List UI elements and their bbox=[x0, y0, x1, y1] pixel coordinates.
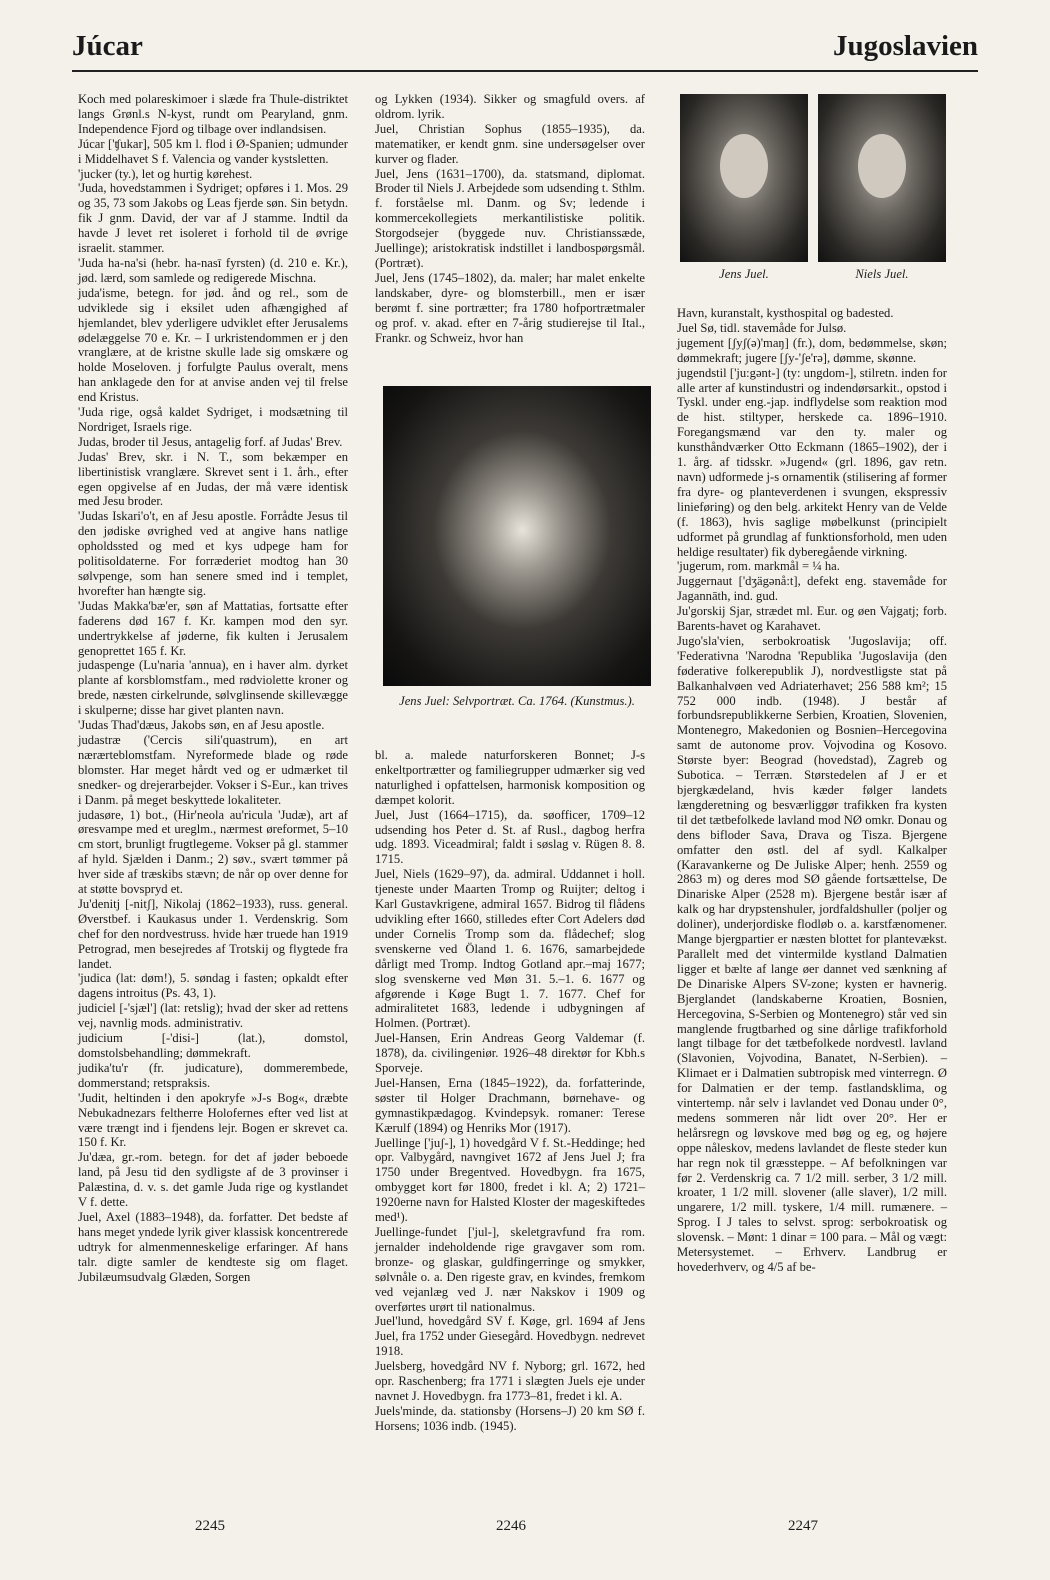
niels-juel-portrait bbox=[818, 94, 946, 262]
column-3 bbox=[677, 306, 947, 1275]
entry: Juel, Niels (1629–97), da. admiral. Uddannet i holl. tjeneste under Maarten Tromp og Ruijter; deltog i Karl Gustavkrigene, admiral 1657. Bidrog til flådens udvikling efter 1660, stilledes efter Cort Adelers død under Cornelis Tromp som da. flådechef; slog svenskerne ved Öland 1. 6. 1676, samarbejdede dårligt med Tromp. Indtog Gotland apr.–maj 1677; slog svenskerne ved Møn 31. 5.–1. 6. 1677 og afgørende i Køge Bugt 1. 7. 1677. Chef for admiralitetet 1683, ledende i udbygningen af Holmen. (Portræt). bbox=[375, 867, 645, 1031]
entry: Juel-Hansen, Erna (1845–1922), da. forfatterinde, søster til Holger Drachmann, børnehave- og gymnastikpædagog. Kvindepsyk. romaner: Terese Kærulf (1894) og Henriks Mor (1917). bbox=[375, 1075, 645, 1135]
entry: Ju'gorskij Sjar, strædet ml. Eur. og øen Vajgatj; forb. Barents-havet og Karahavet. bbox=[677, 604, 947, 634]
portrait-face bbox=[720, 134, 768, 198]
entry: 'Juda, hovedstammen i Sydriget; opføres i 1. Mos. 29 og 35, 73 som Jakobs og Leas fjerde søn. Sin betydn. fik J gnm. David, der var af J stamme. Indtil da havde J levet ret isoleret i forhold til de øvrige israelit. stammer. bbox=[78, 181, 348, 256]
entry: og Lykken (1934). Sikker og smagfuld overs. af oldrom. lyrik. bbox=[375, 92, 645, 121]
page-number: 2247 bbox=[788, 1518, 818, 1534]
self-portrait-image bbox=[383, 386, 651, 686]
column-2-bottom bbox=[375, 748, 645, 1434]
entry: bl. a. malede naturforskeren Bonnet; J-s enkeltportrætter og familiegrupper udmærker sig ved naturlighed i opfattelsen, harmonisk komposition og dæmpet kolorit. bbox=[375, 748, 645, 807]
entry: Juel, Christian Sophus (1855–1935), da. matematiker, er kendt gnm. sine undersøgelser over kurver og flader. bbox=[375, 121, 645, 166]
portrait-face bbox=[858, 134, 906, 198]
column-1 bbox=[78, 92, 348, 1285]
page-number: 2245 bbox=[195, 1518, 225, 1534]
entry: Juellinge-fundet ['jul-], skeletgravfund fra rom. jernalder indeholdende rige gravgaver som rom. bronze- og glaskar, guldfingerringe og smykker, sølvnåle o. a. Den rigeste grav, en kvindes, fremkom ved vejanlæg ved J. nær Nakskov i 1909 og overførtes urørt til nationalmus. bbox=[375, 1225, 645, 1314]
self-portrait-caption: Jens Juel: Selvportræt. Ca. 1764. (Kunstmus.). bbox=[399, 694, 635, 708]
right-running-head: Jugoslavien bbox=[832, 30, 978, 62]
entry: Juels'minde, da. stationsby (Horsens–J) 20 km SØ f. Horsens; 1036 indb. (1945). bbox=[375, 1403, 645, 1433]
page-number: 2246 bbox=[496, 1518, 526, 1534]
entry: Koch med polareskimoer i slæde fra Thule-distriktet langs Grønl.s N-kyst, rundt om Pearyland, gnm. Independence Fjord og tilbage over indlandsisen. bbox=[78, 92, 348, 136]
entry: jugement [ʃyʃ(ə)'maŋ] (fr.), dom, bedømmelse, skøn; dømmekraft; jugere [ʃy-'ʃe'rə], dømme, skønne. bbox=[677, 335, 947, 365]
entry: 'jugerum, rom. markmål = ¼ ha. bbox=[677, 559, 840, 574]
jens-juel-caption: Jens Juel. bbox=[719, 267, 769, 281]
entry: Juellinge ['juʃ-], 1) hovedgård V f. St.-Heddinge; hed opr. Valbygård, navngivet 1672 af Jens Juel J; fra 1750 under Bregentved. Hovedbygn. fra 1675, ombygget kort før 1800, fredet i kl. A; 2) 1721–1920erne navn for Halsted Kloster der mageskiftedes med¹). bbox=[375, 1135, 645, 1225]
entry: juda'isme, betegn. for jød. ånd og rel., som de udviklede sig i eksilet uden afhængighed af hjemlandet, blev yderligere udviklet efter Jerusalems ødelæggelse 70 e. Kr. – I urkristendommen er j den vranglære, at de kristne skulle lade sig omskære og holde Moseloven. j forfulgte Paulus overalt, mens han anklagede den for at anvise anden vej til frelse end Kristus. bbox=[78, 285, 348, 405]
entry: 'Judas Thad'dæus, Jakobs søn, en af Jesu apostle. bbox=[78, 718, 325, 733]
entry: judaspenge (Lu'naria 'annua), en i haver alm. dyrket plante af korsblomstfam., med rødviolette kroner og brede, næsten cirkelrunde, sølvglinsende skillevægge i skulperne; disse har givet planten navn. bbox=[78, 658, 348, 718]
entry: 'jucker (ty.), let og hurtig kørehest. bbox=[78, 166, 253, 181]
entry: Juel, Jens (1631–1700), da. statsmand, diplomat. Broder til Niels J. Arbejdede som udsending t. Sthlm. f. forståelse ml. Danm. og Sv; ledende i kommercekollegiets merkantilistiske politik. Storgodsejer (byggede nuv. Christianssæde, Juellinge); aristokratisk indstillet i landbospørgsmål. (Portræt). bbox=[375, 166, 645, 270]
entry: Ju'dæa, gr.-rom. betegn. for det af jøder beboede land, på Jesu tid den sydligste af de 3 provinser i Palæstina, d. v. s. det gamle Juda rige og kystlandet V f. dette. bbox=[78, 1150, 348, 1210]
entry: Juel-Hansen, Erin Andreas Georg Valdemar (f. 1878), da. civilingeniør. 1926–48 direktør for Kbh.s Sporveje. bbox=[375, 1031, 645, 1076]
entry: 'Judas Makka'bæ'er, søn af Mattatias, fortsatte efter faderens død 167 f. Kr. kampen mod den syr. undertrykkelse af jøderne, fik kulten i Jerusalem genoprettet 165 f. Kr. bbox=[78, 598, 348, 658]
entry: Juel, Axel (1883–1948), da. forfatter. Det bedste af hans meget yndede lyrik giver klassisk koncentrerede udtryk for almenmenneskelige erfaringer. Af hans talr. digte samler de kendteste sig om flaget. Jubilæumsudvalg Glæden, Sorgen bbox=[78, 1209, 348, 1284]
entry: Juggernaut ['dʒägənå:t], defekt eng. stavemåde for Jagannāth, ind. gud. bbox=[677, 574, 947, 604]
entry: Judas' Brev, skr. i N. T., som bekæmper en libertinistisk vranglære. Skrevet sent i 1. årh., efter egen opgivelse af en Judas, der må være identisk med Jesu broder. bbox=[78, 449, 348, 509]
entry: jugendstil ['ju:gənt-] (ty: ungdom-], stilretn. inden for alle arter af kunstindustri og indendørsarkit., opstod i Tyskl. under eng.-jap. indflydelse som reaktion mod de hist. stiltyper, herskede ca. 1896–1910. Foregangsmænd var den ty. maler og kunsthåndværker Otto Eckmann (1865–1902), der i 1. årg. af tidsskr. »Jugend« (grl. 1896, gav retn. navn) udformede j-s ornamentik (stilisering af former fra dyre- og planteverdenen i svungen, ekspressiv linieføring) og den belg. arkitekt Henry van de Velde (f. 1863), hvis saglige møbelkunst (principielt udformet på grundlag af funktionsforhold, men uden heldige resultater) fik dyberegående virkning. bbox=[677, 365, 947, 559]
entry: 'Juda ha-na'si (hebr. ha-nasī fyrsten) (d. 210 e. Kr.), jød. lærd, som samlede og redigerede Mischna. bbox=[78, 255, 348, 285]
entry: Juel Sø, tidl. stavemåde for Julsø. bbox=[677, 320, 847, 335]
entry: Havn, kuranstalt, kysthospital og badested. bbox=[677, 306, 894, 320]
column-2-top bbox=[375, 92, 645, 345]
entry: Jugo'sla'vien, serbokroatisk 'Jugoslavija; off. 'Federativna 'Narodna 'Republika 'Jugoslavija (den føderative folkerepublik J), nordvestligste stat på Balkanhalvøen ved Adriaterhavet; 256 588 km²; 15 752 000 indb. (1948). J består af forbundsrepublikkerne Serbien, Kroatien, Slovenien, Montenegro, Makedonien og Bosnien–Hercegovina samt de autonome prov. Vojvodina og Kosovo. Største byer: Beograd (hovedstad), Zagreb og Subotica. – Terræn. Størstedelen af J er et bjergkædeland, hvis kæder følger landets længderetning og besværliggør trafikken fra kysten til det tætbefolkede lavland mod NØ omkr. Donau og dens bifloder Sava, Drava og Tisza. Bjergene omfatter den østl. del af sydl. Kalkalper (Karavankerne og De Juliske Alper; henh. 2559 og 2863 m) og deres mod SØ gående fortsættelse, De Dinariske Alper (2528 m). Bjergene består især af kalk og har drypstenshuler, jordfaldshuller (poljer og doliner), underjordiske flodløb o. a. karstfænomener. Mange bjergpartier er næsten blottet for plantevækst. Parallelt med det vintermilde kystland Dalmatien ligger et bælte af lange øer dannet ved sænkning af De Dinariske Alpers SV-zone; kysten er havnerig. Bjerglandet (landskaberne Kroatien, Bosnien, Hercegovina, S-Serbien og Montenegro) står ved sin manglende frugtbarhed og sine dårlige trafikforhold langt tilbage for det tætbefolkede nordvestl. lavland (Slavonien, Vojvodina, Banatet, N-Serbien). – Klimaet er i Dalmatien subtropisk med vinterregn. Ø for Dalmatien er der temp. fastlandsklima, og vintertemp. når selv i lavlandet ved Donau under 0°, medens sommeren når lidt over 20°. Her er helårsregn og løvskove med bøg og eg, og højere oppe nåleskov, medens lavlandet de fleste steder kun har regn nok til græssteppe. – Af befolkningen var før 2. Verdenskrig ca. 7 1/2 mill. serber, 3 1/2 mill. kroater, 1 1/2 mill. slovener (alle slaver), 1/2 mill. ungarere, 1/2 mill. tyskere, 1/4 mill. rumænere. – Sprog. I J tales to selvst. sprog: serbokroatisk og slovensk. – Mønt: 1 dinar = 100 para. – Mål og vægt: Metersystemet. – Erhverv. Landbrug er hovederhverv, og 4/5 af be- bbox=[677, 633, 947, 1274]
entry: judastræ ('Cercis sili'quastrum), en art nærærteblomstfam. Nyreformede blade og røde blomster. Har meget hårdt ved og er udmærket til snedker- og drejerarbejder. Vokser i S-Eur., kan trives i Danm. på meget beskyttede lokaliteter. bbox=[78, 732, 348, 807]
entry: Juel, Just (1664–1715), da. søofficer, 1709–12 udsending hos Peter d. St. af Rusl., dagbog herfra udg. 1893. Viceadmiral; faldt i søslag v. Rügen 8. 8. 1715. bbox=[375, 807, 645, 867]
entry: Ju'denitj [-nitʃ], Nikolaj (1862–1933), russ. general. Øverstbef. i Kaukasus under 1. Verdenskrig. Som chef for den nordvestruss. hvide hær truede han 1919 Petrograd, men besejredes af Trotskij og flygtede fra landet. bbox=[78, 896, 348, 971]
left-running-head: Júcar bbox=[72, 30, 143, 62]
entry: 'judica (lat: døm!), 5. søndag i fasten; opkaldt efter dagens introitus (Ps. 43, 1). bbox=[78, 971, 348, 1001]
page-header bbox=[72, 26, 978, 72]
entry: judasøre, 1) bot., (Hir'neola au'ricula 'Judæ), art af øresvampe med et ureglm., nærmest øreformet, 5–10 cm stort, brunligt frugtlegeme. Vokser på gl. stammer af hyld. Sjælden i Danm.; 2) søv., svært tømmer på hver side af træskibs stævn; de når op over denne for at støtte bovspryd et. bbox=[78, 807, 348, 897]
entry: Juel, Jens (1745–1802), da. maler; har malet enkelte landskaber, dyre- og blomsterbill., men er især berømt f. sine portrætter; fra 1780 hofportrætmaler og prof. v. akad. efter en 7-årig studierejse til Ital., Frankr. og Schweiz, hvor han bbox=[375, 270, 645, 345]
entry: Judas, broder til Jesus, antagelig forf. af Judas' Brev. bbox=[78, 434, 343, 449]
niels-juel-caption: Niels Juel. bbox=[855, 267, 909, 281]
entry: 'Judas Iskari'o't, en af Jesu apostle. Forrådte Jesus til den jødiske øvrighed ved at angive hans natlige opholdssted og med et kys udpege ham for politisoldaterne. For forræderiet modtog han 30 sølvpenge, som han senere smed ind i templet, hvorefter han hængte sig. bbox=[78, 509, 348, 598]
entry: judika'tu'r (fr. judicature), dommerembede, dommerstand; retspraksis. bbox=[78, 1060, 348, 1090]
entry: 'Juda rige, også kaldet Sydriget, i modsætning til Nordriget, Israels rige. bbox=[78, 405, 348, 434]
entry: judiciel [-'sjæl'] (lat: retslig); hvad der sker ad rettens vej, navnlig mods. administrativ. bbox=[78, 1001, 348, 1031]
jens-juel-portrait bbox=[680, 94, 808, 262]
entry: Juelsberg, hovedgård NV f. Nyborg; grl. 1672, hed opr. Raschenberg; fra 1771 i slægten Juels eje under navnet J. Hovedbygn. fra 1773–81, fredet i kl. A. bbox=[375, 1359, 645, 1403]
entry: Júcar ['ʧukar], 505 km l. flod i Ø-Spanien; udmunder i Middelhavet S f. Valencia og vander kystsletten. bbox=[78, 136, 348, 166]
entry: judicium [-'disi-] (lat.), domstol, domstolsbehandling; dømmekraft. bbox=[78, 1031, 348, 1060]
entry: Juel'lund, hovedgård SV f. Køge, grl. 1694 af Jens Juel, fra 1752 under Giesegård. Hovedbygn. nedrevet 1918. bbox=[375, 1314, 645, 1359]
entry: 'Judit, heltinden i den apokryfe »J-s Bog«, dræbte Nebukadnezars feltherre Holofernes efter ved list at være trængt ind i fjendens lejr. Bogen er skrevet ca. 150 f. Kr. bbox=[78, 1090, 348, 1150]
